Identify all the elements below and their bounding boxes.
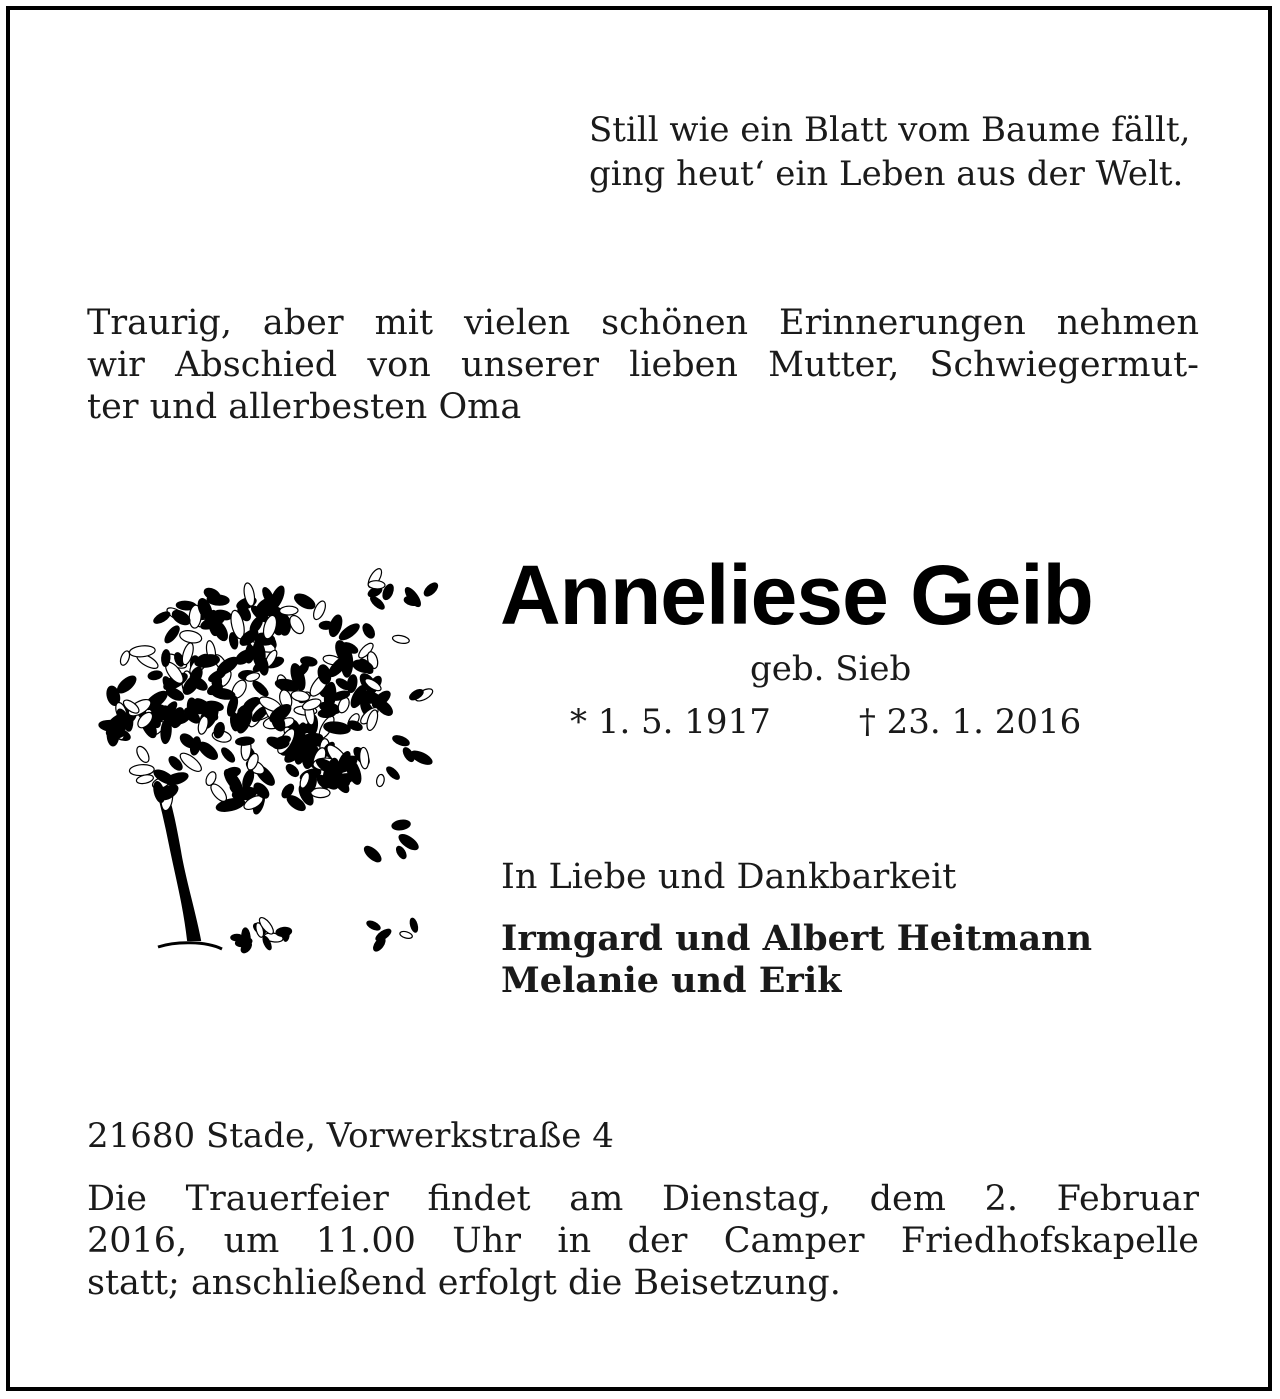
birth-date: * 1. 5. 1917 <box>570 702 771 742</box>
death-date: † 23. 1. 2016 <box>858 702 1082 742</box>
intro-line-1: Traurig, aber mit vielen schönen Erinnerungen nehmen <box>87 303 1199 343</box>
service-line-2: 2016, um 11.00 Uhr in der Camper Friedhofskapelle <box>87 1221 1199 1261</box>
thanks-line: In Liebe und Dankbarkeit <box>501 857 957 897</box>
intro-line-2: wir Abschied von unserer lieben Mutter, Schwiegermut- <box>87 345 1199 385</box>
intro-line-3: ter und allerbesten Oma <box>87 387 522 427</box>
deceased-name: Anneliese Geib <box>500 548 1093 642</box>
mourners-list <box>501 918 1092 1002</box>
service-line-3: statt; anschließend erfolgt die Beisetzung. <box>87 1263 841 1303</box>
intro-text <box>87 302 1199 428</box>
mourner-1: Irmgard und Albert Heitmann <box>501 918 1093 959</box>
obituary-frame <box>6 6 1272 1391</box>
service-text <box>87 1178 1199 1304</box>
quote <box>589 108 1190 196</box>
address: 21680 Stade, Vorwerkstraße 4 <box>87 1116 614 1156</box>
life-dates <box>570 700 1081 744</box>
quote-line-1: Still wie ein Blatt vom Baume fällt, <box>589 110 1191 150</box>
quote-line-2: ging heut‘ ein Leben aus der Welt. <box>589 154 1184 194</box>
service-line-1: Die Trauerfeier findet am Dienstag, dem 2. Februar <box>87 1179 1199 1219</box>
maiden-name: geb. Sieb <box>750 649 912 689</box>
mourner-2: Melanie und Erik <box>501 960 842 1001</box>
windblown-tree-icon <box>96 545 446 965</box>
